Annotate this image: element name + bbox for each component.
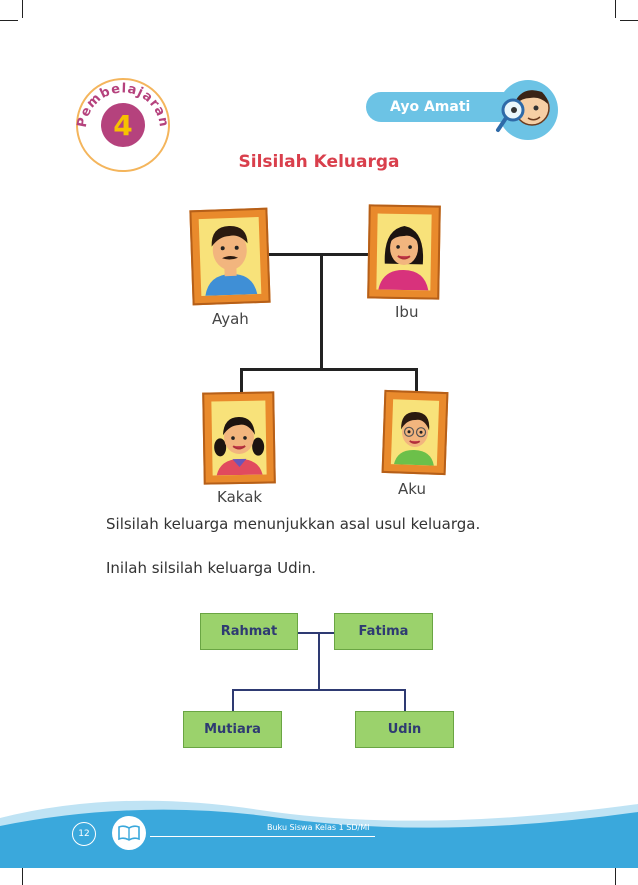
portrait-kakak	[202, 391, 276, 484]
person-label-kakak: Kakak	[217, 488, 263, 506]
tree-node-label: Mutiara	[204, 722, 261, 737]
tree-connector	[240, 368, 418, 371]
tree-node-udin	[355, 711, 454, 748]
tree-connector	[415, 368, 418, 392]
father-face-icon	[199, 217, 262, 296]
tree-connector	[232, 689, 406, 691]
crop-mark	[0, 20, 18, 21]
sister-face-icon	[211, 401, 266, 476]
paragraph-intro: Inilah silsilah keluarga Udin.	[106, 559, 317, 577]
page-title: Silsilah Keluarga	[238, 152, 400, 172]
tree-node-label: Udin	[387, 722, 422, 737]
tree-node-mutiara	[183, 711, 282, 748]
person-label-aku: Aku	[398, 480, 426, 498]
crop-mark	[615, 0, 616, 18]
portrait-ibu	[367, 204, 441, 299]
crop-mark	[620, 20, 638, 21]
page-number: 12	[72, 822, 96, 846]
footer-book-title: Buku Siswa Kelas 1 SD/MI	[267, 823, 370, 832]
tree-node-fatima	[334, 613, 433, 650]
section-tag-label: Ayo Amati	[390, 99, 471, 115]
paragraph-definition: Silsilah keluarga menunjukkan asal usul keluarga.	[106, 515, 481, 533]
tree-node-label: Fatima	[358, 624, 409, 639]
tree-connector	[298, 632, 334, 634]
person-label-ibu: Ibu	[395, 303, 419, 321]
tree-connector	[268, 253, 370, 256]
book-icon	[112, 816, 146, 850]
tree-connector	[240, 368, 243, 392]
tree-connector	[404, 689, 406, 711]
lesson-number: 4	[101, 103, 145, 147]
crop-mark	[615, 867, 616, 885]
tree-connector	[318, 632, 320, 690]
tree-connector	[232, 689, 234, 711]
mother-face-icon	[376, 214, 431, 291]
portrait-aku	[382, 390, 449, 475]
lesson-badge-label: Pembelajaran	[74, 81, 172, 129]
tree-node-label: Rahmat	[220, 624, 278, 639]
magnifier-kid-icon	[490, 74, 560, 144]
crop-mark	[22, 0, 23, 18]
portrait-ayah	[189, 208, 270, 306]
footer-rule	[150, 836, 375, 837]
boy-face-icon	[391, 399, 439, 466]
crop-mark	[22, 867, 23, 885]
tree-connector	[320, 254, 323, 370]
tree-node-rahmat	[200, 613, 298, 650]
person-label-ayah: Ayah	[212, 310, 249, 328]
